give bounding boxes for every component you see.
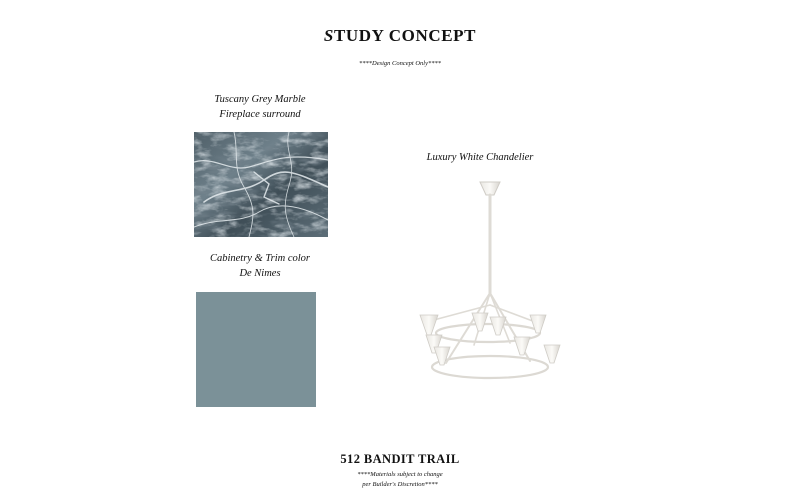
page-title-rest: TUDY CONCEPT [333,26,477,45]
marble-label-use: Fireplace surround [219,109,301,120]
cabinetry-color-name: De Nimes [239,268,281,279]
materials-note-line2: per Builder's Discretion**** [362,481,438,488]
chandelier-image [410,175,570,390]
design-concept-note: ****Design Concept Only**** [359,60,441,67]
marble-sample-image [194,132,328,237]
chandelier-label: Luxury White Chandelier [426,152,534,163]
page-title [0,26,800,46]
cabinetry-label [180,251,340,281]
marble-label [180,92,340,122]
materials-note-line1: ****Materials subject to change [357,471,443,478]
page-title-initial: S [323,26,334,45]
property-address: 512 BANDIT TRAIL [340,452,460,466]
marble-label-name: Tuscany Grey Marble [214,94,306,105]
cabinetry-color-swatch [196,292,316,407]
cabinetry-label-title: Cabinetry & Trim color [209,253,311,264]
